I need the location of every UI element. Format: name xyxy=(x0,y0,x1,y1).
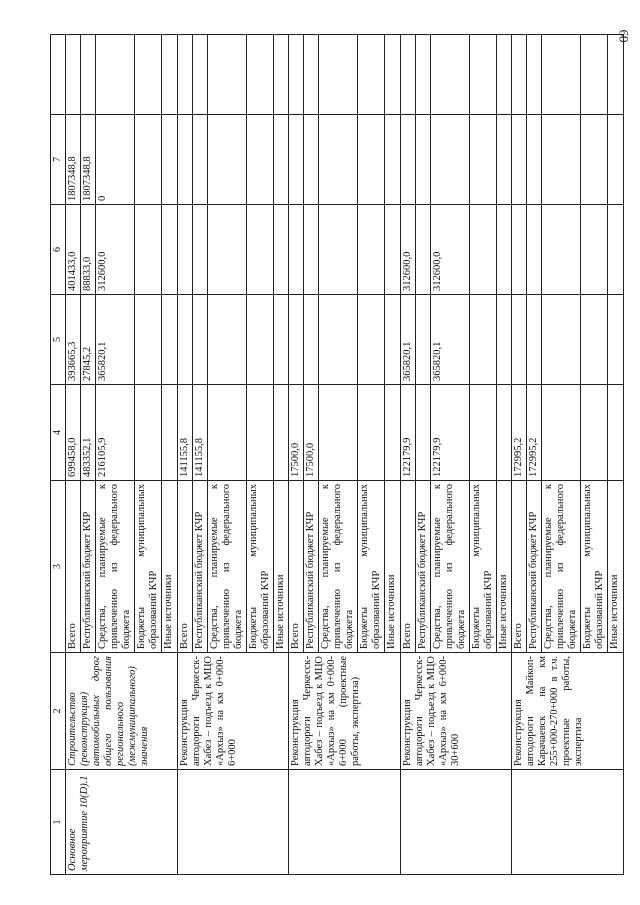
empty-extra-cell xyxy=(581,35,608,115)
value-cell-7 xyxy=(496,115,511,205)
value-cell-6 xyxy=(415,205,430,295)
value-cell-7 xyxy=(177,115,192,205)
empty-extra-cell xyxy=(415,35,430,115)
value-cell-6 xyxy=(608,205,623,295)
funding-source-cell: Иные источники xyxy=(273,481,288,653)
value-cell-7 xyxy=(304,115,319,205)
value-cell-5: 365820,1 xyxy=(430,295,469,385)
value-cell-5 xyxy=(135,295,162,385)
value-cell-5: 393665,3 xyxy=(66,295,81,385)
value-cell-6 xyxy=(273,205,288,295)
value-cell-7 xyxy=(135,115,162,205)
header-cell-4: 4 xyxy=(51,385,66,481)
header-cell-2: 2 xyxy=(51,653,66,770)
value-cell-5 xyxy=(358,295,385,385)
value-cell-6 xyxy=(496,205,511,295)
value-cell-6 xyxy=(542,205,581,295)
value-cell-6 xyxy=(192,205,207,295)
empty-extra-cell xyxy=(81,35,96,115)
table-body xyxy=(66,35,624,875)
value-cell-5: 27845,2 xyxy=(81,295,96,385)
value-cell-6 xyxy=(469,205,496,295)
value-cell-6 xyxy=(246,205,273,295)
funding-table xyxy=(50,34,624,875)
value-cell-5 xyxy=(512,295,527,385)
funding-source-cell: Средства, планируемые к привлечению из федерального бюджета xyxy=(96,481,135,653)
value-cell-4 xyxy=(162,385,177,481)
value-cell-4 xyxy=(207,385,246,481)
value-cell-7 xyxy=(430,115,469,205)
value-cell-6: 88833,0 xyxy=(81,205,96,295)
funding-source-cell: Средства, планируемые к привлечению из федерального бюджета xyxy=(207,481,246,653)
value-cell-5 xyxy=(496,295,511,385)
funding-source-cell: Республиканский бюджет КЧР xyxy=(192,481,207,653)
value-cell-5 xyxy=(319,295,358,385)
value-cell-6: 312600,0 xyxy=(400,205,415,295)
funding-source-cell: Бюджеты муниципальных образований КЧР xyxy=(469,481,496,653)
funding-source-cell: Иные источники xyxy=(608,481,623,653)
value-cell-5: 365820,1 xyxy=(400,295,415,385)
empty-extra-cell xyxy=(96,35,135,115)
funding-source-cell: Республиканский бюджет КЧР xyxy=(304,481,319,653)
empty-extra-cell xyxy=(319,35,358,115)
funding-source-cell: Республиканский бюджет КЧР xyxy=(415,481,430,653)
value-cell-5 xyxy=(273,295,288,385)
measure-cell xyxy=(177,770,289,875)
table-row xyxy=(400,35,415,875)
empty-extra-cell xyxy=(207,35,246,115)
value-cell-5: 365820,1 xyxy=(96,295,135,385)
empty-extra-cell xyxy=(162,35,177,115)
value-cell-5 xyxy=(469,295,496,385)
value-cell-7: 1807348,8 xyxy=(66,115,81,205)
value-cell-4 xyxy=(415,385,430,481)
value-cell-7 xyxy=(542,115,581,205)
value-cell-4: 122179,9 xyxy=(400,385,415,481)
empty-extra-cell xyxy=(246,35,273,115)
value-cell-7 xyxy=(385,115,400,205)
table-row xyxy=(177,35,192,875)
value-cell-7 xyxy=(319,115,358,205)
value-cell-6: 312600,0 xyxy=(96,205,135,295)
empty-extra-cell xyxy=(135,35,162,115)
project-name-cell: Реконструкция автодороги Майкоп-Карачаевск на км 255+000-270+000 в т.ч. проектные работы, экспертиза xyxy=(512,653,624,770)
value-cell-7 xyxy=(415,115,430,205)
header-cell-7: 7 xyxy=(51,115,66,205)
funding-source-cell: Всего xyxy=(512,481,527,653)
funding-source-cell: Иные источники xyxy=(385,481,400,653)
measure-cell xyxy=(512,770,624,875)
value-cell-4 xyxy=(542,385,581,481)
value-cell-6: 401433,0 xyxy=(66,205,81,295)
value-cell-5 xyxy=(385,295,400,385)
funding-source-cell: Иные источники xyxy=(496,481,511,653)
value-cell-4 xyxy=(385,385,400,481)
value-cell-7 xyxy=(246,115,273,205)
value-cell-7 xyxy=(162,115,177,205)
funding-source-cell: Средства, планируемые к привлечению из федерального бюджета xyxy=(542,481,581,653)
value-cell-5 xyxy=(542,295,581,385)
empty-extra-cell xyxy=(304,35,319,115)
value-cell-7 xyxy=(400,115,415,205)
value-cell-5 xyxy=(581,295,608,385)
value-cell-7: 1807348,8 xyxy=(81,115,96,205)
empty-extra-cell xyxy=(527,35,542,115)
value-cell-6 xyxy=(581,205,608,295)
value-cell-4: 699458,0 xyxy=(66,385,81,481)
header-cell-6: 6 xyxy=(51,205,66,295)
value-cell-6 xyxy=(512,205,527,295)
value-cell-5 xyxy=(207,295,246,385)
value-cell-6 xyxy=(177,205,192,295)
value-cell-7 xyxy=(608,115,623,205)
value-cell-4: 141155,8 xyxy=(177,385,192,481)
value-cell-4: 141155,8 xyxy=(192,385,207,481)
funding-source-cell: Бюджеты муниципальных образований КЧР xyxy=(135,481,162,653)
value-cell-6 xyxy=(162,205,177,295)
empty-extra-cell xyxy=(608,35,623,115)
empty-extra-cell xyxy=(66,35,81,115)
value-cell-4 xyxy=(273,385,288,481)
funding-source-cell: Средства, планируемые к привлечению из федерального бюджета xyxy=(430,481,469,653)
funding-source-cell: Всего xyxy=(177,481,192,653)
measure-cell xyxy=(400,770,512,875)
value-cell-4: 172995,2 xyxy=(512,385,527,481)
value-cell-7 xyxy=(581,115,608,205)
value-cell-5 xyxy=(527,295,542,385)
value-cell-5 xyxy=(304,295,319,385)
funding-source-cell: Иные источники xyxy=(162,481,177,653)
empty-extra-cell xyxy=(512,35,527,115)
project-name-cell: Реконструкция автодороги Черкесск-Хабез – подъезд к МЦО «Архыз» на км 6+000-30+600 xyxy=(400,653,512,770)
value-cell-7 xyxy=(289,115,304,205)
empty-extra-cell xyxy=(542,35,581,115)
value-cell-4 xyxy=(319,385,358,481)
value-cell-4: 483352,1 xyxy=(81,385,96,481)
empty-extra-cell xyxy=(400,35,415,115)
value-cell-4 xyxy=(581,385,608,481)
value-cell-4 xyxy=(246,385,273,481)
value-cell-4 xyxy=(358,385,385,481)
value-cell-6 xyxy=(358,205,385,295)
funding-source-cell: Всего xyxy=(66,481,81,653)
funding-source-cell: Республиканский бюджет КЧР xyxy=(527,481,542,653)
empty-extra-cell xyxy=(273,35,288,115)
project-name-cell: Реконструкция автодороги Черкесск-Хабез – подъезд к МЦО «Архыз» на км 0+000-6+000 xyxy=(177,653,289,770)
empty-extra-cell xyxy=(289,35,304,115)
project-name-cell: Строительство (реконструкция) автомобильных дорог общего пользования регионального (межмуниципального) значения xyxy=(66,653,178,770)
value-cell-5 xyxy=(177,295,192,385)
value-cell-7: 0 xyxy=(96,115,135,205)
table-row xyxy=(289,35,304,875)
funding-source-cell: Бюджеты муниципальных образований КЧР xyxy=(581,481,608,653)
empty-extra-cell xyxy=(192,35,207,115)
value-cell-5 xyxy=(608,295,623,385)
funding-source-cell: Средства, планируемые к привлечению из федерального бюджета xyxy=(319,481,358,653)
empty-extra-cell xyxy=(385,35,400,115)
empty-extra-cell xyxy=(177,35,192,115)
value-cell-6 xyxy=(207,205,246,295)
value-cell-4 xyxy=(608,385,623,481)
value-cell-5 xyxy=(289,295,304,385)
value-cell-6 xyxy=(135,205,162,295)
header-cell-extra xyxy=(51,35,66,115)
value-cell-6 xyxy=(304,205,319,295)
value-cell-5 xyxy=(246,295,273,385)
value-cell-6 xyxy=(385,205,400,295)
empty-extra-cell xyxy=(469,35,496,115)
funding-source-cell: Республиканский бюджет КЧР xyxy=(81,481,96,653)
funding-source-cell: Всего xyxy=(289,481,304,653)
value-cell-5 xyxy=(162,295,177,385)
value-cell-7 xyxy=(512,115,527,205)
header-cell-1: 1 xyxy=(51,770,66,875)
value-cell-4: 17500,0 xyxy=(289,385,304,481)
value-cell-6: 312600,0 xyxy=(430,205,469,295)
table-row xyxy=(66,35,81,875)
header-cell-3: 3 xyxy=(51,481,66,653)
funding-source-cell: Бюджеты муниципальных образований КЧР xyxy=(246,481,273,653)
value-cell-4: 122179,9 xyxy=(430,385,469,481)
value-cell-6 xyxy=(527,205,542,295)
value-cell-5 xyxy=(415,295,430,385)
value-cell-7 xyxy=(469,115,496,205)
value-cell-7 xyxy=(207,115,246,205)
measure-cell: Основное мероприятие 10(D).1 xyxy=(66,770,178,875)
value-cell-4: 216105,9 xyxy=(96,385,135,481)
value-cell-6 xyxy=(319,205,358,295)
project-name-cell: Реконструкция автодороги Черкесск-Хабез – подъезд к МЦО «Архыз» на км 0+000-6+000 (проектные работы, экспертиза) xyxy=(289,653,401,770)
header-cell-5: 5 xyxy=(51,295,66,385)
value-cell-7 xyxy=(192,115,207,205)
empty-extra-cell xyxy=(496,35,511,115)
measure-cell xyxy=(289,770,401,875)
value-cell-6 xyxy=(289,205,304,295)
page-number: 60 xyxy=(616,29,632,43)
rotated-table-container xyxy=(50,35,621,875)
funding-source-cell: Бюджеты муниципальных образований КЧР xyxy=(358,481,385,653)
empty-extra-cell xyxy=(358,35,385,115)
value-cell-4: 172995,2 xyxy=(527,385,542,481)
value-cell-4 xyxy=(496,385,511,481)
funding-source-cell: Всего xyxy=(400,481,415,653)
value-cell-4 xyxy=(469,385,496,481)
value-cell-5 xyxy=(192,295,207,385)
header-row xyxy=(51,35,66,875)
value-cell-7 xyxy=(273,115,288,205)
table-row xyxy=(512,35,527,875)
value-cell-7 xyxy=(527,115,542,205)
value-cell-4 xyxy=(135,385,162,481)
empty-extra-cell xyxy=(430,35,469,115)
value-cell-7 xyxy=(358,115,385,205)
value-cell-4: 17500,0 xyxy=(304,385,319,481)
